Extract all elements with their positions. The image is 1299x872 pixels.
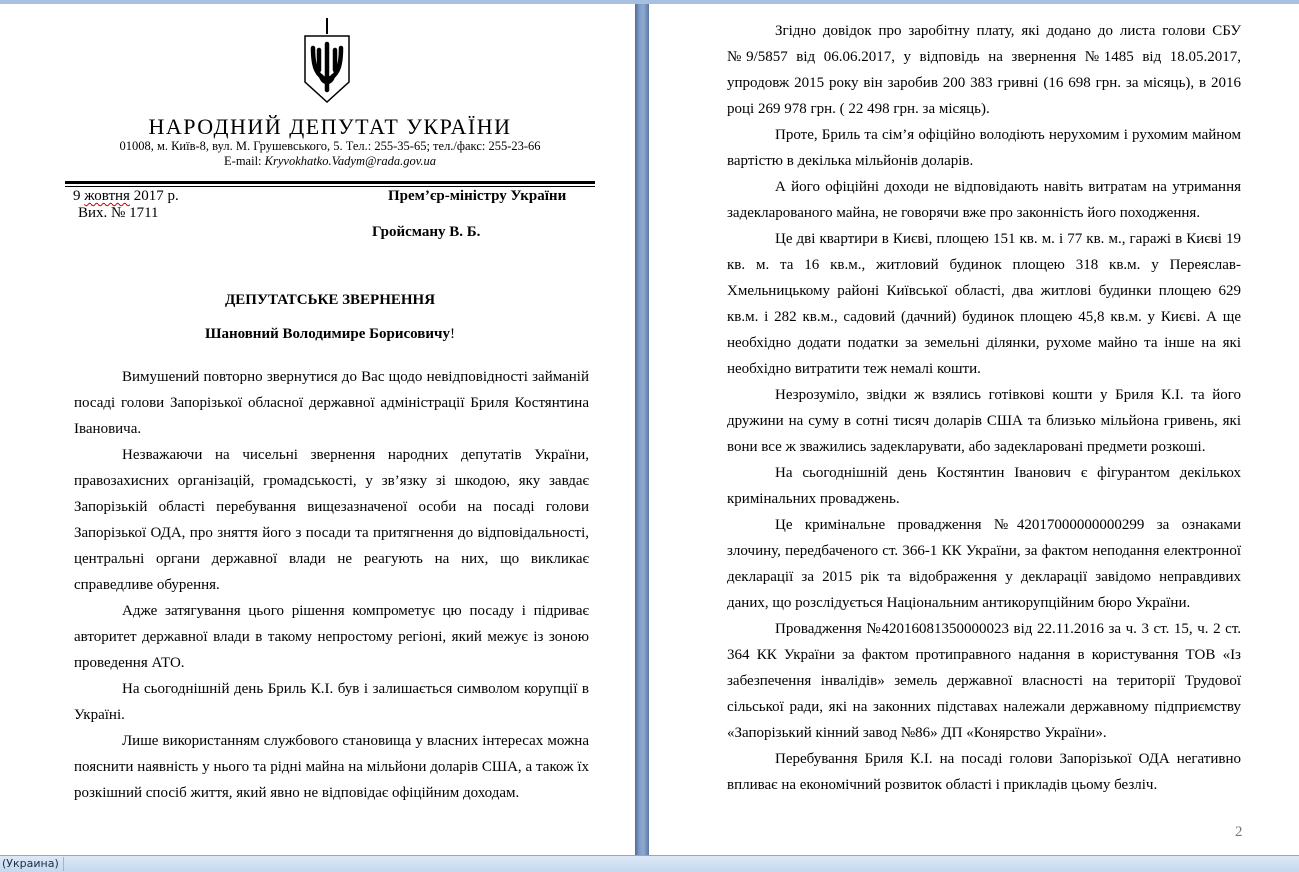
letterhead-address [0,139,660,169]
paragraph: Незрозуміло, звідки ж взялись готівкові кошти у Бриля К.І. та його дружини на суму в сотні тисяч доларів США та близько мільйона гривень, які вони все ж зважились задекларувати, або задекларовані предмети розкоші. [727,387,1241,455]
tryzub-coat-of-arms-icon [301,18,353,104]
paragraph: Перебування Бриля К.І. на посаді голови Запорізької ОДА негативно впливає на економічний розвиток області і прикладів цьому безліч. [727,751,1241,793]
paragraph: Згідно довідок про заробітну плату, які додано до листа голови СБУ №9/5857 від 06.06.2017, у відповідь на звернення №1485 від 18.05.2017, упродовж 2015 року він заробив 200 383 гривні (16 698 грн. за місяць), в 2016 році 269 978 грн. ( 22 498 грн. за місяць). [727,23,1241,117]
page-number: 2 [1235,824,1243,840]
paragraph: На сьогоднішній день Бриль К.І. був і залишається символом корупції в Україні. [74,681,589,723]
email-label: E-mail: [224,154,265,168]
paragraph: На сьогоднішній день Костянтин Іванович є фігурантом декількох кримінальних проваджень. [727,465,1241,507]
date-month: жовтня [84,188,130,204]
document-heading: ДЕПУТАТСЬКЕ ЗВЕРНЕННЯ [224,292,436,308]
page2-body [727,18,1241,798]
paragraph: Це дві квартири в Києві, площею 151 кв. м. і 77 кв. м., гаражі в Києві 19 кв. м. та 16 кв.м., житловий будинок площею 318 кв.м. у Переяслав-Хмельницькому районі Київської області, два житлові будинки площею 629 кв.м. і 282 кв.м., садовий (дачний) будинок площею 45,8 кв.м. у Києві. А ще необхідно додати податки за земельні ділянки, рухоме майно та інше на які необхідно витратити теж немалі кошти. [727,231,1241,377]
salutation-text: Шановний Володимире Борисовичу [204,326,451,342]
page-separator [635,4,649,855]
email-address: Kryvokhatko.Vadym@rada.gov.ua [264,154,436,168]
paragraph: А його офіційні доходи не відповідають навіть витратам на утримання задекларованого майна, не говорячи вже про законність його походження. [727,179,1241,221]
paragraph: Адже затягування цього рішення компрометує цю посаду і підриває авторитет державної влади в такому непростому регіоні, який межує із зоною проведення АТО. [74,603,589,671]
salutation-mark: ! [450,326,456,342]
paragraph: Вимушений повторно звернутися до Вас щодо невідповідності займаній посаді голови Запорізької обласної державної адміністрації Бриля Костянтина Івановича. [74,369,589,437]
date-day: 9 [73,188,85,204]
page1-body [74,364,589,806]
status-bar [0,855,1299,872]
outgoing-number: Вих. № 1711 [78,205,159,221]
email-line [0,154,660,169]
paragraph: Провадження №42016081350000023 від 22.11.2016 за ч. 3 ст. 15, ч. 2 ст. 364 КК України за фактом протиправного надання в користування ТОВ «Із забезпечення інвалідів» земель державної власності на території Трудової сільської ради, які на законних підставах належали державному підприємству «Запорізький кінний завод №86» ДП «Конярство України». [727,621,1241,741]
paragraph: Проте, Бриль та сім’я офіційно володіють нерухомим і рухомим майном вартістю в декілька мільйонів доларів. [727,127,1241,169]
letterhead-title: НАРОДНИЙ ДЕПУТАТ УКРАЇНИ [148,114,512,139]
letter-date [73,188,179,205]
letterhead-rule-thin [65,186,595,187]
document-page-1[interactable] [0,4,635,855]
paragraph: Незважаючи на чисельні звернення народних депутатів України, правозахисних організацій, громадськості, у зв’язку зі шкодою, яку завдає Запорізькій області перебування вищезазначеної особи на посаді голови Запорізької ОДА, про зняття його з посади та притягнення до відповідальності, центральні органи державної влади не реагують на них, що викликає справедливе обурення. [74,447,589,593]
address-line: 01008, м. Київ-8, вул. М. Грушевського, 5. Тел.: 255-35-65; тел./факс: 255-23-66 [119,139,541,153]
salutation [0,326,660,343]
letterhead-rule-thick [65,181,595,184]
addressee-name: Гройсману В. Б. [372,224,481,240]
status-language[interactable]: (Украина) [2,857,64,871]
paragraph: Лише використанням службового становища у власних інтересах можна пояснити наявність у нього та рідні майна на мільйони доларів США, а також їх розкішний спосіб життя, який явно не відповідає офіційним доходам. [74,733,589,801]
document-page-2[interactable] [649,4,1299,855]
date-year: 2017 р. [129,188,179,204]
addressee-position: Прем’єр-міністру України [388,188,567,204]
paragraph: Це кримінальне провадження №42017000000000299 за ознаками злочину, передбаченого ст. 366-1 КК України, за фактом неподання електронної декларації за 2015 рік та відображення у декларації завідомо неправдивих даних, що розслідується Національним антикорупційним бюро України. [727,517,1241,611]
